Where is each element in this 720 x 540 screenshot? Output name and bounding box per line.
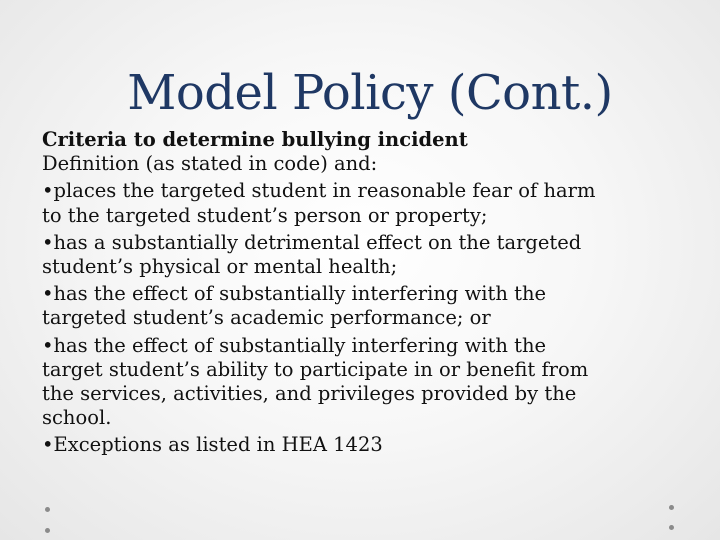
bullet-item-participation-interference	[42, 334, 682, 431]
decorative-dot-icon	[669, 525, 674, 530]
criteria-heading: Criteria to determine bullying incident	[42, 128, 468, 151]
bullet-item-health-effect	[42, 231, 682, 279]
slide-body	[42, 128, 682, 458]
slide-title: Model Policy (Cont.)	[127, 65, 613, 121]
bullet-line: •has the effect of substantially interfering with the	[42, 333, 547, 357]
bullet-line: school.	[42, 406, 112, 430]
bullet-line: •has a substantially detrimental effect on the targeted	[42, 230, 582, 254]
bullet-line: student’s physical or mental health;	[42, 255, 398, 279]
bullet-line: targeted student’s academic performance; or	[42, 306, 491, 330]
bullet-line: target student’s ability to participate in or benefit from	[42, 357, 589, 381]
bullet-line: •places the targeted student in reasonable fear of harm	[42, 179, 596, 203]
decorative-dot-icon	[45, 528, 50, 533]
bullet-line: •has the effect of substantially interfering with the	[42, 282, 547, 306]
bullet-item-exceptions	[42, 433, 682, 457]
bullet-line: the services, activities, and privileges provided by the	[42, 382, 577, 406]
decorative-dot-icon	[669, 505, 674, 510]
bullet-line: •Exceptions as listed in HEA 1423	[42, 433, 383, 457]
bullet-item-academic-interference	[42, 282, 682, 330]
decorative-dot-icon	[45, 507, 50, 512]
definition-intro: Definition (as stated in code) and:	[42, 152, 378, 176]
bullet-line: to the targeted student’s person or property;	[42, 203, 488, 227]
bullet-item-fear-of-harm	[42, 179, 682, 227]
